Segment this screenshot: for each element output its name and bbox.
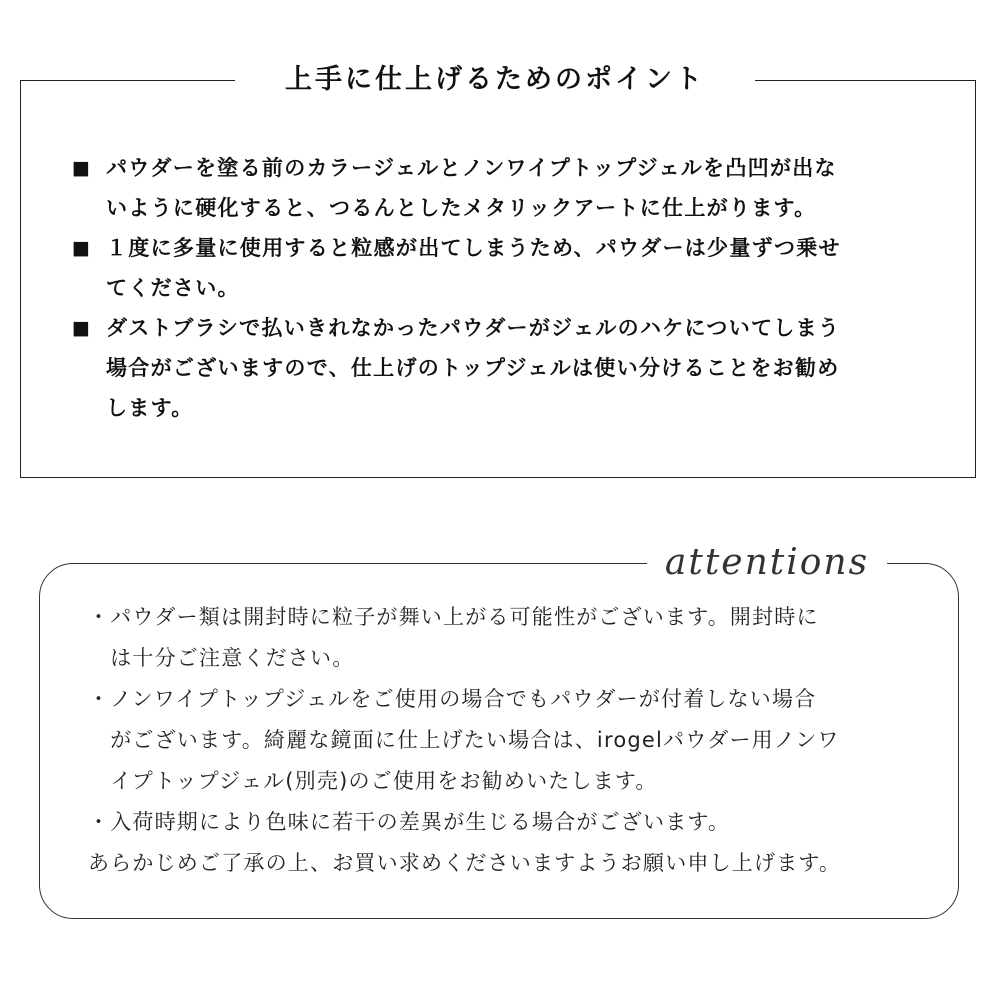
tips-list [72, 148, 942, 428]
tips-item [72, 228, 942, 308]
dot-bullet-icon: ・ [88, 810, 111, 834]
tips-item-text: ダストブラシで払いきれなかったパウダーがジェルのハケについてしまう 場合がございますので、仕上げのトップジェルは使い分けることをお勧め します。 [106, 316, 841, 420]
attentions-heading: attentions [647, 540, 887, 586]
attentions-closing: あらかじめご了承の上、お買い求めくださいますようお願い申し上げます。 [88, 851, 842, 875]
attentions-list [88, 597, 948, 843]
tips-item [72, 308, 942, 428]
dot-bullet-icon: ・ [88, 605, 111, 629]
tips-title: 上手に仕上げるためのポイント [235, 61, 755, 99]
square-bullet-icon: ■ [72, 237, 92, 259]
square-bullet-icon: ■ [72, 317, 92, 339]
square-bullet-icon: ■ [72, 157, 92, 179]
tips-item-text: １度に多量に使用すると粒感が出てしまうため、パウダーは少量ずつ乗せ てください。 [106, 236, 841, 300]
attention-item [88, 597, 948, 679]
tips-item-text: パウダーを塗る前のカラージェルとノンワイプトップジェルを凸凹が出な いように硬化すると、つるんとしたメタリックアートに仕上がります。 [106, 156, 837, 220]
dot-bullet-icon: ・ [88, 687, 111, 711]
attention-item [88, 679, 948, 802]
attention-item-text: 入荷時期により色味に若干の差異が生じる場合がございます。 [110, 810, 731, 834]
attention-item-text: パウダー類は開封時に粒子が舞い上がる可能性がございます。開封時に は十分ご注意ください。 [110, 605, 819, 670]
tips-item [72, 148, 942, 228]
attention-item-text: ノンワイプトップジェルをご使用の場合でもパウダーが付着しない場合 がございます。綺麗な鏡面に仕上げたい場合は、irogelパウダー用ノンワ イプトップジェル(別売)のご使用をお勧めいたします。 [110, 687, 840, 793]
attention-item [88, 802, 948, 843]
